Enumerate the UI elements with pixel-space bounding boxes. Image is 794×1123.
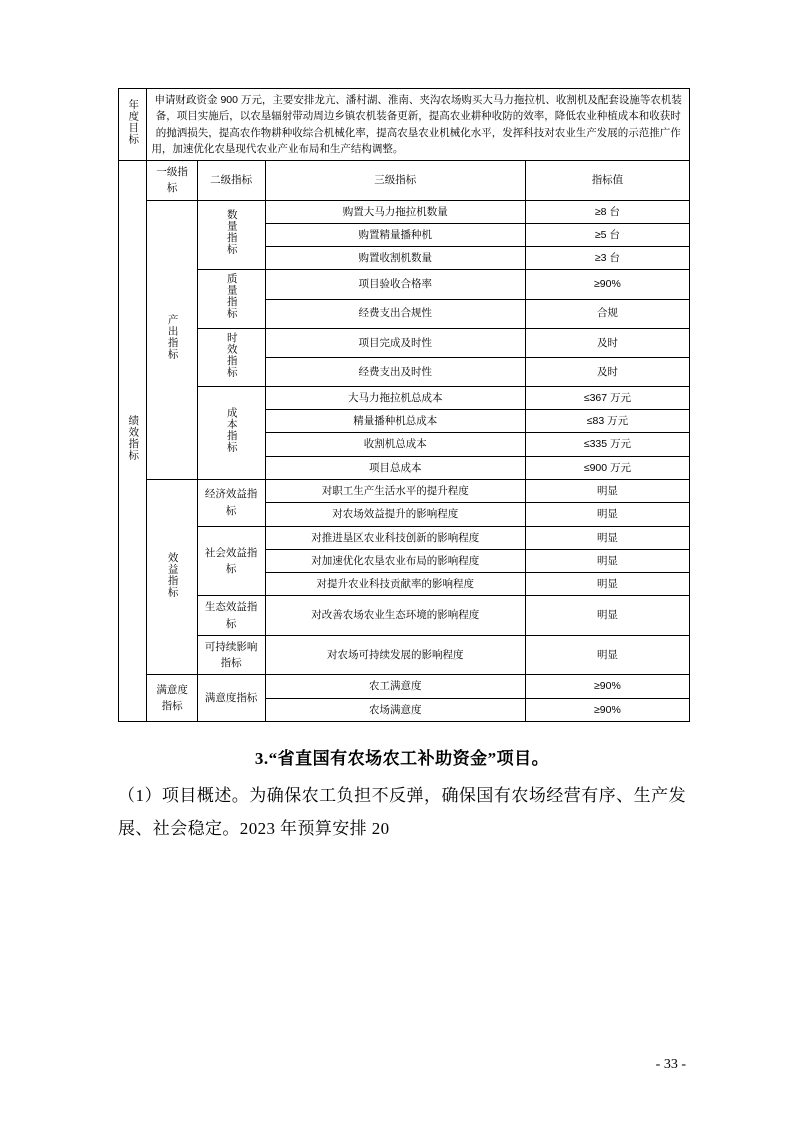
indicator-value: 明显 (525, 526, 689, 549)
indicator-value: 明显 (525, 596, 689, 636)
level2-label: 质量指标 (225, 273, 238, 320)
performance-indicator-table (118, 88, 690, 722)
indicator-value: ≤335 万元 (525, 433, 689, 456)
body-paragraph: （1）项目概述。为确保农工负担不反弹，确保国有农场经营有序、生产发展、社会稳定。2023 年预算安排 20 (118, 785, 686, 839)
level2-cell (197, 479, 265, 526)
level2-label: 社会效益指标 (204, 546, 258, 575)
level1-cell (147, 675, 197, 722)
table-row (119, 328, 690, 357)
level2-label: 生态效益指标 (204, 601, 258, 630)
indicator-value: 明显 (525, 479, 689, 502)
table-row (119, 479, 690, 502)
indicator-value: ≤900 万元 (525, 456, 689, 479)
level1-cell (147, 200, 197, 479)
indicator-value: 及时 (525, 357, 689, 386)
level3-label: 农场满意度 (265, 698, 525, 721)
indicator-value: ≥3 台 (525, 247, 689, 270)
level3-label: 购置大马力拖拉机数量 (265, 200, 525, 223)
level1-label: 满意度指标 (156, 683, 188, 713)
table-row (119, 596, 690, 636)
level3-label: 购置收割机数量 (265, 247, 525, 270)
level3-label: 项目完成及时性 (265, 328, 525, 357)
level2-label: 满意度指标 (204, 692, 258, 704)
level3-label: 对职工生产生活水平的提升程度 (265, 479, 525, 502)
level3-label: 对农场可持续发展的影响程度 (265, 635, 525, 675)
level3-label: 对农场效益提升的影响程度 (265, 503, 525, 526)
level2-cell (197, 526, 265, 596)
level2-cell (197, 328, 265, 386)
indicator-value: 明显 (525, 573, 689, 596)
indicator-value: ≥90% (525, 698, 689, 721)
level3-label: 精量播种机总成本 (265, 410, 525, 433)
indicator-value: ≥90% (525, 675, 689, 698)
table-row (119, 200, 690, 223)
indicator-value: ≥5 台 (525, 223, 689, 246)
performance-label: 绩效指标 (127, 415, 140, 462)
indicator-value: ≤367 万元 (525, 386, 689, 409)
indicator-value: 明显 (525, 549, 689, 572)
level2-label: 数量指标 (225, 209, 238, 256)
header-level2: 二级指标 (197, 161, 265, 201)
level3-label: 收割机总成本 (265, 433, 525, 456)
header-level3: 三级指标 (265, 161, 525, 201)
level2-cell (197, 596, 265, 636)
indicator-value: 及时 (525, 328, 689, 357)
level3-label: 对改善农场农业生态环境的影响程度 (265, 596, 525, 636)
level3-label: 项目总成本 (265, 456, 525, 479)
level3-label: 大马力拖拉机总成本 (265, 386, 525, 409)
indicator-value: ≤83 万元 (525, 410, 689, 433)
indicator-value: 明显 (525, 503, 689, 526)
level2-label: 经济效益指标 (204, 488, 258, 517)
level2-label: 可持续影响指标 (204, 640, 258, 670)
table-row (119, 635, 690, 675)
level3-label: 对推进垦区农业科技创新的影响程度 (265, 526, 525, 549)
table-row (119, 526, 690, 549)
indicator-value: ≥8 台 (525, 200, 689, 223)
level2-label: 成本指标 (225, 407, 238, 454)
level1-label: 效益指标 (166, 551, 179, 598)
indicator-value: ≥90% (525, 270, 689, 299)
level2-cell (197, 386, 265, 479)
annual-goal-text: 申请财政资金 900 万元，主要安排龙亢、潘村湖、淮南、夹沟农场购买大马力拖拉机、收割机及配套设施等农机装备，项目实施后，以农垦辐射带动周边乡镇农机装备更新，提高农业耕种收防的效率，降低农业种植成本和收获时的抛洒损失，提高农作物耕种收综合机械化率，提高农垦农业机械化水平，发挥科技对农业生产发展的示范推广作用，加速优化农垦现代农业产业布局和生产结构调整。 (147, 89, 690, 161)
table-header-row (119, 161, 690, 201)
level3-label: 农工满意度 (265, 675, 525, 698)
level1-cell (147, 479, 197, 674)
level2-label: 时效指标 (225, 331, 238, 378)
level3-label: 对提升农业科技贡献率的影响程度 (265, 573, 525, 596)
level3-label: 经费支出合规性 (265, 299, 525, 328)
level2-cell (197, 200, 265, 270)
level3-label: 对加速优化农垦农业布局的影响程度 (265, 549, 525, 572)
level3-label: 购置精量播种机 (265, 223, 525, 246)
indicator-value: 合规 (525, 299, 689, 328)
annual-goal-label: 年度目标 (127, 98, 140, 145)
table-row (119, 675, 690, 698)
level1-label: 产出指标 (166, 314, 179, 361)
level3-label: 经费支出及时性 (265, 357, 525, 386)
header-level1: 一级指标 (147, 161, 197, 201)
table-row-annual-goal (119, 89, 690, 161)
page-number: - 33 - (655, 1057, 686, 1072)
performance-label-cell (119, 161, 147, 722)
level2-cell (197, 270, 265, 328)
table-row (119, 386, 690, 409)
level2-cell (197, 675, 265, 722)
level3-label: 项目验收合格率 (265, 270, 525, 299)
level2-cell (197, 635, 265, 675)
section-title: 3.“省直国有农场农工补助资金”项目。 (254, 748, 550, 768)
header-value: 指标值 (525, 161, 689, 201)
annual-goal-label-cell (119, 89, 147, 161)
indicator-value: 明显 (525, 635, 689, 675)
table-row (119, 270, 690, 299)
